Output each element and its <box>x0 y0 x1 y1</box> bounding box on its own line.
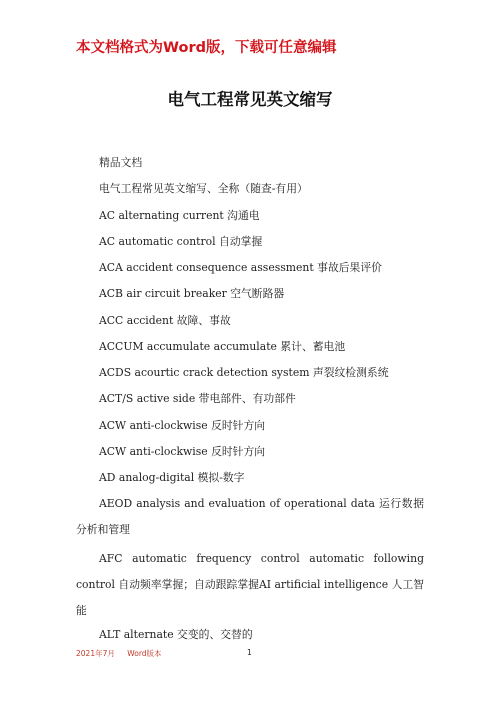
text-line: ACC accident 故障、事故 <box>99 314 231 327</box>
text-line: 电气工程常见英文缩写、全称（随查-有用） <box>99 182 308 195</box>
footer-version: Word版本 <box>127 649 162 658</box>
text-line: AC alternating current 沟通电 <box>99 209 260 222</box>
text-line: ACCUM accumulate accumulate 累计、蓄电池 <box>99 340 346 353</box>
text-line: ACW anti-clockwise 反时针方向 <box>99 445 266 458</box>
text-line: ACA accident consequence assessment 事故后果评价 <box>99 261 382 274</box>
text-line: ALT alternate 交变的、交替的 <box>99 628 253 641</box>
text-line: ACT/S active side 带电部件、有功部件 <box>99 392 296 405</box>
footer-date: 2021年7月 <box>76 649 115 658</box>
document-title: 电气工程常见英文缩写 <box>167 90 333 109</box>
text-line: ACW anti-clockwise 反时针方向 <box>99 419 266 432</box>
page-footer <box>76 648 172 659</box>
page-number: 1 <box>247 648 252 657</box>
text-line: AD analog-digital 模拟-数字 <box>99 471 245 484</box>
text-line: ACB air circuit breaker 空气断路器 <box>99 287 285 300</box>
text-line: 精品文档 <box>99 156 143 169</box>
text-line: AC automatic control 自动掌握 <box>99 235 263 248</box>
paragraph-aeod: AEOD analysis and evaluation of operational data 运行数据分析和管理 <box>76 497 424 536</box>
text-line: ACDS acourtic crack detection system 声裂纹检测系统 <box>99 366 389 379</box>
paragraph-afc: AFC automatic frequency control automatic following control 自动频率掌握；自动跟踪掌握AI artificial intelligence 人工智能 <box>76 552 424 617</box>
document-banner: 本文档格式为Word版，下载可任意编辑 <box>76 40 337 56</box>
